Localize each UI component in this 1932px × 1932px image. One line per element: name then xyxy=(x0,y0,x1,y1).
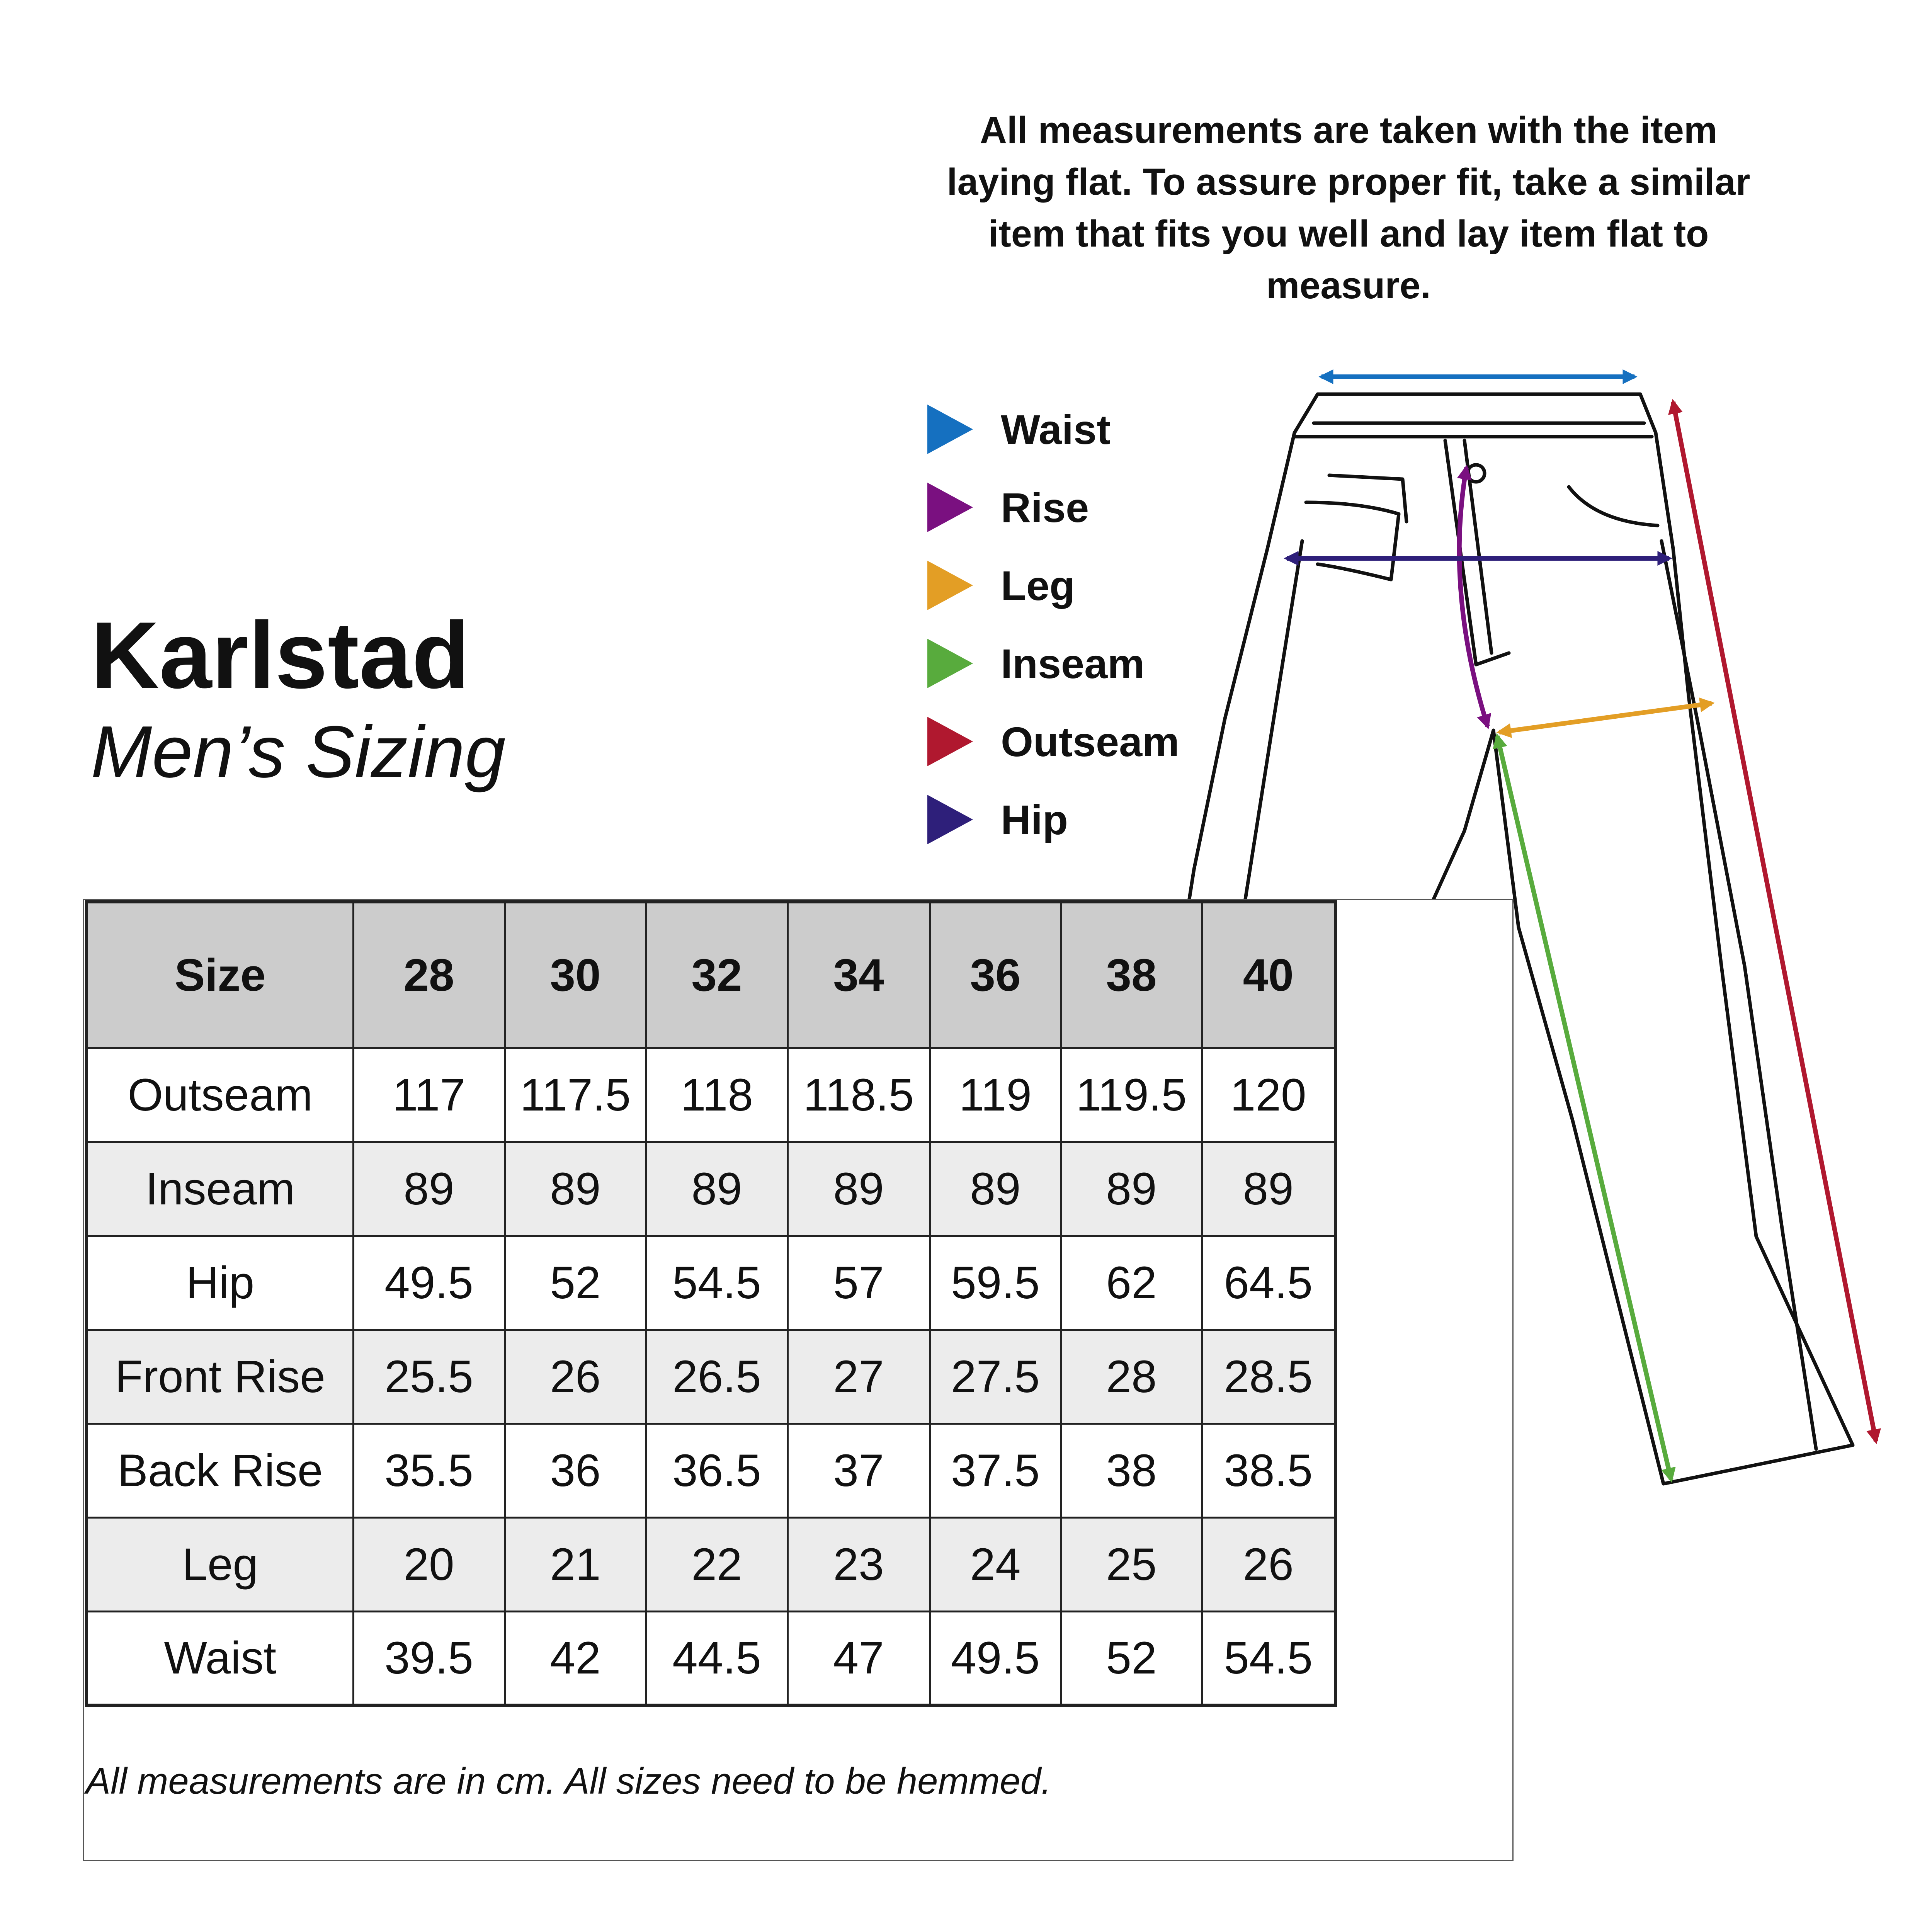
outseam-arrow xyxy=(1673,402,1876,1441)
row-label: Back Rise xyxy=(87,1423,353,1517)
legend-label-outseam: Outseam xyxy=(1001,718,1180,765)
table-row-hip xyxy=(87,1236,1335,1330)
row-label: Leg xyxy=(87,1517,353,1611)
row-label: Hip xyxy=(87,1236,353,1330)
table-cell: 89 xyxy=(930,1142,1061,1236)
table-cell: 25 xyxy=(1061,1517,1202,1611)
table-row-leg xyxy=(87,1517,1335,1611)
size-chart-table xyxy=(85,900,1337,1707)
leg-arrow xyxy=(1499,703,1712,732)
table-cell: 36 xyxy=(505,1423,646,1517)
row-label: Waist xyxy=(87,1611,353,1705)
table-cell: 117.5 xyxy=(505,1048,646,1142)
legend-label-hip: Hip xyxy=(1001,796,1068,843)
table-cell: 20 xyxy=(353,1517,505,1611)
table-cell: 54.5 xyxy=(1202,1611,1335,1705)
table-row-outseam xyxy=(87,1048,1335,1142)
table-row-waist xyxy=(87,1611,1335,1705)
table-cell: 119.5 xyxy=(1061,1048,1202,1142)
table-cell: 89 xyxy=(1061,1142,1202,1236)
table-cell: 36.5 xyxy=(646,1423,787,1517)
table-cell: 120 xyxy=(1202,1048,1335,1142)
table-cell: 89 xyxy=(787,1142,930,1236)
table-cell: 59.5 xyxy=(930,1236,1061,1330)
table-cell: 37 xyxy=(787,1423,930,1517)
row-label: Outseam xyxy=(87,1048,353,1142)
legend-label-rise: Rise xyxy=(1001,484,1089,531)
table-cell: 47 xyxy=(787,1611,930,1705)
table-cell: 26 xyxy=(1202,1517,1335,1611)
table-cell: 57 xyxy=(787,1236,930,1330)
table-cell: 28.5 xyxy=(1202,1330,1335,1423)
row-label: Front Rise xyxy=(87,1330,353,1423)
table-cell: 118.5 xyxy=(787,1048,930,1142)
table-cell: 38.5 xyxy=(1202,1423,1335,1517)
table-row-inseam xyxy=(87,1142,1335,1236)
table-cell: 27.5 xyxy=(930,1330,1061,1423)
size-header-cell: 30 xyxy=(505,902,646,1048)
size-header-cell: 38 xyxy=(1061,902,1202,1048)
table-cell: 26 xyxy=(505,1330,646,1423)
size-header-cell: 40 xyxy=(1202,902,1335,1048)
row-label: Inseam xyxy=(87,1142,353,1236)
table-cell: 89 xyxy=(505,1142,646,1236)
table-row-back-rise xyxy=(87,1423,1335,1517)
size-header-cell: 36 xyxy=(930,902,1061,1048)
table-row-front-rise xyxy=(87,1330,1335,1423)
table-cell: 52 xyxy=(1061,1611,1202,1705)
inseam-arrow xyxy=(1497,736,1671,1480)
table-cell: 52 xyxy=(505,1236,646,1330)
table-cell: 89 xyxy=(1202,1142,1335,1236)
legend-label-leg: Leg xyxy=(1001,562,1075,609)
table-cell: 62 xyxy=(1061,1236,1202,1330)
table-cell: 24 xyxy=(930,1517,1061,1611)
table-cell: 35.5 xyxy=(353,1423,505,1517)
legend-label-inseam: Inseam xyxy=(1001,640,1145,687)
table-cell: 37.5 xyxy=(930,1423,1061,1517)
table-cell: 54.5 xyxy=(646,1236,787,1330)
table-cell: 49.5 xyxy=(930,1611,1061,1705)
size-header-row xyxy=(87,902,1335,1048)
table-cell: 39.5 xyxy=(353,1611,505,1705)
table-cell: 27 xyxy=(787,1330,930,1423)
size-header-cell: 32 xyxy=(646,902,787,1048)
size-header-cell: 34 xyxy=(787,902,930,1048)
table-cell: 28 xyxy=(1061,1330,1202,1423)
table-cell: 26.5 xyxy=(646,1330,787,1423)
product-title: Karlstad xyxy=(91,602,470,708)
size-header-cell: 28 xyxy=(353,902,505,1048)
table-cell: 89 xyxy=(353,1142,505,1236)
table-cell: 89 xyxy=(646,1142,787,1236)
table-cell: 38 xyxy=(1061,1423,1202,1517)
table-cell: 118 xyxy=(646,1048,787,1142)
size-header-label: Size xyxy=(87,902,353,1048)
table-cell: 22 xyxy=(646,1517,787,1611)
footnote: All measurements are in cm. All sizes need to be hemmed. xyxy=(86,1760,1051,1802)
table-cell: 23 xyxy=(787,1517,930,1611)
table-cell: 21 xyxy=(505,1517,646,1611)
table-cell: 119 xyxy=(930,1048,1061,1142)
table-cell: 42 xyxy=(505,1611,646,1705)
legend-label-waist: Waist xyxy=(1001,406,1111,453)
table-cell: 117 xyxy=(353,1048,505,1142)
table-cell: 64.5 xyxy=(1202,1236,1335,1330)
measurement-instructions: All measurements are taken with the item laying flat. To assure proper fit, take a similar item that fits you well and lay item flat to measure. xyxy=(947,109,1750,306)
table-cell: 49.5 xyxy=(353,1236,505,1330)
table-cell: 44.5 xyxy=(646,1611,787,1705)
product-subtitle: Men’s Sizing xyxy=(91,711,506,793)
table-cell: 25.5 xyxy=(353,1330,505,1423)
